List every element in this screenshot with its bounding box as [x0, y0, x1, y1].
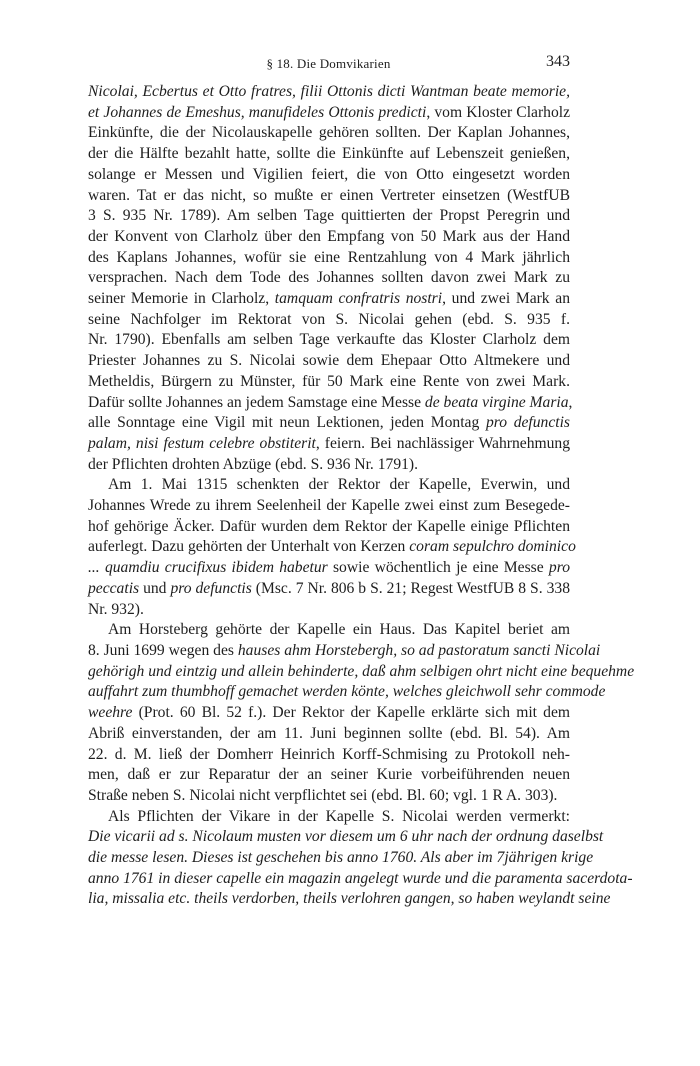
text-line — [88, 496, 570, 517]
text-segment: 8. Juni 1699 wegen des — [88, 641, 238, 659]
italic-segment: peccatis — [88, 579, 140, 597]
italic-segment: tamquam confratris nostri — [274, 290, 443, 308]
text-segment: versprachen. Nach dem Tode des Johannes sollten davon zwei Mark zu — [88, 269, 570, 287]
text-segment: men, daß er zur Reparatur der an seiner Kurie vorbeiführenden neuen — [88, 766, 570, 784]
text-segment: waren. Tat er das nicht, so mußte er einen Vertreter einsetzen (WestfUB — [88, 186, 570, 204]
text-line — [88, 724, 570, 745]
text-segment: Straße neben S. Nicolai nicht verpflichtet sei (ebd. Bl. 60; vgl. 1 R A. 303). — [88, 786, 558, 804]
italic-segment: pro defunctis — [170, 579, 252, 597]
section-title: § 18. Die Domvikarien — [266, 56, 391, 71]
text-line — [88, 393, 573, 414]
text-segment: der Konvent von Clarholz über den Empfang von 50 Mark aus der Hand — [88, 227, 570, 245]
text-line — [88, 600, 570, 621]
text-segment: des Kaplans Johannes, wofür sie eine Rentzahlung von 4 Mark jährlich — [88, 248, 570, 266]
text-line — [88, 703, 570, 724]
text-segment: auferlegt. Dazu gehörten der Unterhalt von Kerzen — [88, 538, 410, 556]
text-segment: Johannes Wrede zu ihrem Seelenheil der Kapelle zwei einst zum Besegede- — [88, 497, 570, 515]
italic-segment: pro defunctis — [485, 414, 570, 432]
text-line — [88, 662, 635, 683]
text-line — [88, 310, 570, 331]
text-segment: Metheldis, Bürgern zu Münster, für 50 Mark eine Rente von zwei Mark. — [88, 372, 570, 390]
text-line — [88, 206, 570, 227]
text-segment: , und zwei Mark an — [442, 290, 570, 308]
text-line — [88, 144, 570, 165]
text-line — [88, 103, 570, 124]
text-segment: der Pflichten drohten Abzüge (ebd. S. 936 Nr. 1791). — [88, 455, 419, 473]
text-segment: , feiern. Bei nachlässiger Wahrnehmung — [315, 434, 571, 452]
text-line — [88, 413, 570, 434]
italic-segment: weehre — [88, 704, 133, 722]
text-line — [88, 268, 570, 289]
italic-segment: de beata virgine Maria — [424, 393, 569, 411]
page-number: 343 — [546, 53, 570, 70]
text-segment: sowie wöchentlich je eine Messe — [327, 559, 549, 577]
running-head — [87, 53, 570, 75]
text-line — [88, 475, 570, 496]
text-segment: Nr. 932). — [88, 600, 144, 618]
text-segment: , — [568, 393, 573, 411]
text-segment: seiner Memorie in Clarholz, — [88, 290, 275, 308]
italic-segment: coram sepulchro dominico — [409, 538, 576, 556]
text-line — [88, 889, 611, 910]
text-line — [88, 765, 570, 786]
text-line — [88, 227, 570, 248]
italic-segment: et Johannes de Emeshus, manufideles Ottonis predicti — [88, 103, 427, 121]
text-segment: solange er Messen und Vigilien feiert, die von Otto eingesetzt worden — [88, 165, 570, 183]
text-segment: Als Pflichten der Vikare in der Kapelle S. Nicolai werden vermerkt: — [108, 807, 570, 825]
body-text — [88, 82, 635, 910]
text-line — [88, 123, 570, 144]
text-line — [88, 869, 633, 890]
text-segment: 3 S. 935 Nr. 1789). Am selben Tage quittierten der Propst Peregrin und — [88, 207, 570, 225]
text-line — [88, 330, 570, 351]
text-line — [88, 848, 594, 869]
italic-segment: hauses ahm Horstebergh, so ad pastoratum sancti Nicolai — [237, 641, 601, 659]
italic-segment: gehörigh und eintzig und allein behinderte, daß ahm selbigen ohrt nicht eine bequehme — [88, 662, 635, 680]
italic-segment: ... quamdiu crucifixus ibidem habetur — [88, 559, 328, 577]
text-line — [88, 537, 576, 558]
text-line — [88, 682, 606, 703]
text-segment: , vom Kloster Clarholz — [426, 103, 571, 121]
text-segment: Priester Johannes zu S. Nicolai sowie dem Ehepaar Otto Altmekere und — [88, 352, 570, 370]
italic-segment: lia, missalia etc. theils verdorben, theils verlohren gangen, so haben weylandt seine — [88, 890, 611, 908]
italic-segment: palam, nisi festum celebre obstiterit — [88, 434, 316, 452]
text-segment: der die Hälfte bezahlt hatte, sollte die Einkünfte auf Lebenszeit genießen, — [88, 145, 570, 163]
text-line — [88, 807, 570, 828]
text-line — [88, 165, 570, 186]
text-segment: Am Horsteberg gehörte der Kapelle ein Haus. Das Kapitel beriet am — [108, 621, 570, 639]
text-line — [88, 558, 570, 579]
text-segment: hof gehörige Äcker. Dafür wurden dem Rektor der Kapelle einige Pflichten — [88, 517, 570, 535]
text-segment: und — [139, 579, 171, 597]
text-line — [88, 248, 570, 269]
text-line — [88, 517, 570, 538]
text-line — [88, 745, 570, 766]
italic-segment: Die vicarii ad s. Nicolaum musten vor diesem um 6 uhr nach der ordnung daselbst — [88, 828, 604, 846]
text-line — [88, 620, 570, 641]
italic-segment: anno 1761 in dieser capelle ein magazin angelegt wurde und die paramenta sacerdota- — [88, 869, 633, 887]
text-line — [88, 186, 570, 207]
text-segment: alle Sonntage eine Vigil mit neun Lektionen, jeden Montag — [88, 414, 486, 432]
text-line — [88, 434, 570, 455]
text-segment: (Prot. 60 Bl. 52 f.). Der Rektor der Kapelle erklärte sich mit dem — [132, 704, 570, 722]
text-line — [88, 827, 604, 848]
text-segment: 22. d. M. ließ der Domherr Heinrich Korff-Schmising zu Protokoll neh- — [88, 745, 570, 763]
text-segment: Am 1. Mai 1315 schenkten der Rektor der Kapelle, Everwin, und — [108, 476, 570, 494]
italic-segment: die messe lesen. Dieses ist geschehen bis anno 1760. Als aber im 7jährigen krige — [88, 849, 594, 867]
text-line — [88, 579, 570, 600]
text-line — [88, 372, 570, 393]
italic-segment: pro — [548, 559, 570, 577]
italic-segment: Nicolai, Ecbertus et Otto fratres, filii Ottonis dicti Wantman beate memorie, — [88, 83, 570, 100]
text-line — [88, 455, 570, 476]
text-segment: Nr. 1790). Ebenfalls am selben Tage verkaufte das Kloster Clarholz dem — [88, 331, 570, 349]
text-line — [88, 351, 570, 372]
text-segment: Dafür sollte Johannes an jedem Samstage eine Messe — [88, 393, 425, 411]
text-line — [88, 82, 570, 103]
text-segment: Abriß einverstanden, der am 11. Juni beginnen sollte (ebd. Bl. 54). Am — [88, 724, 570, 742]
text-line — [88, 289, 570, 310]
text-line — [88, 786, 570, 807]
text-segment: (Msc. 7 Nr. 806 b S. 21; Regest WestfUB 8 S. 338 — [251, 579, 570, 597]
text-line — [88, 641, 601, 662]
italic-segment: auffahrt zum thumbhoff gemachet werden könte, welches gleichwoll sehr commode — [88, 683, 606, 701]
text-segment: seine Nachfolger im Rektorat von S. Nicolai gehen (ebd. S. 935 f. — [88, 310, 570, 328]
text-segment: Einkünfte, die der Nicolauskapelle gehören sollten. Der Kaplan Johannes, — [88, 124, 570, 142]
